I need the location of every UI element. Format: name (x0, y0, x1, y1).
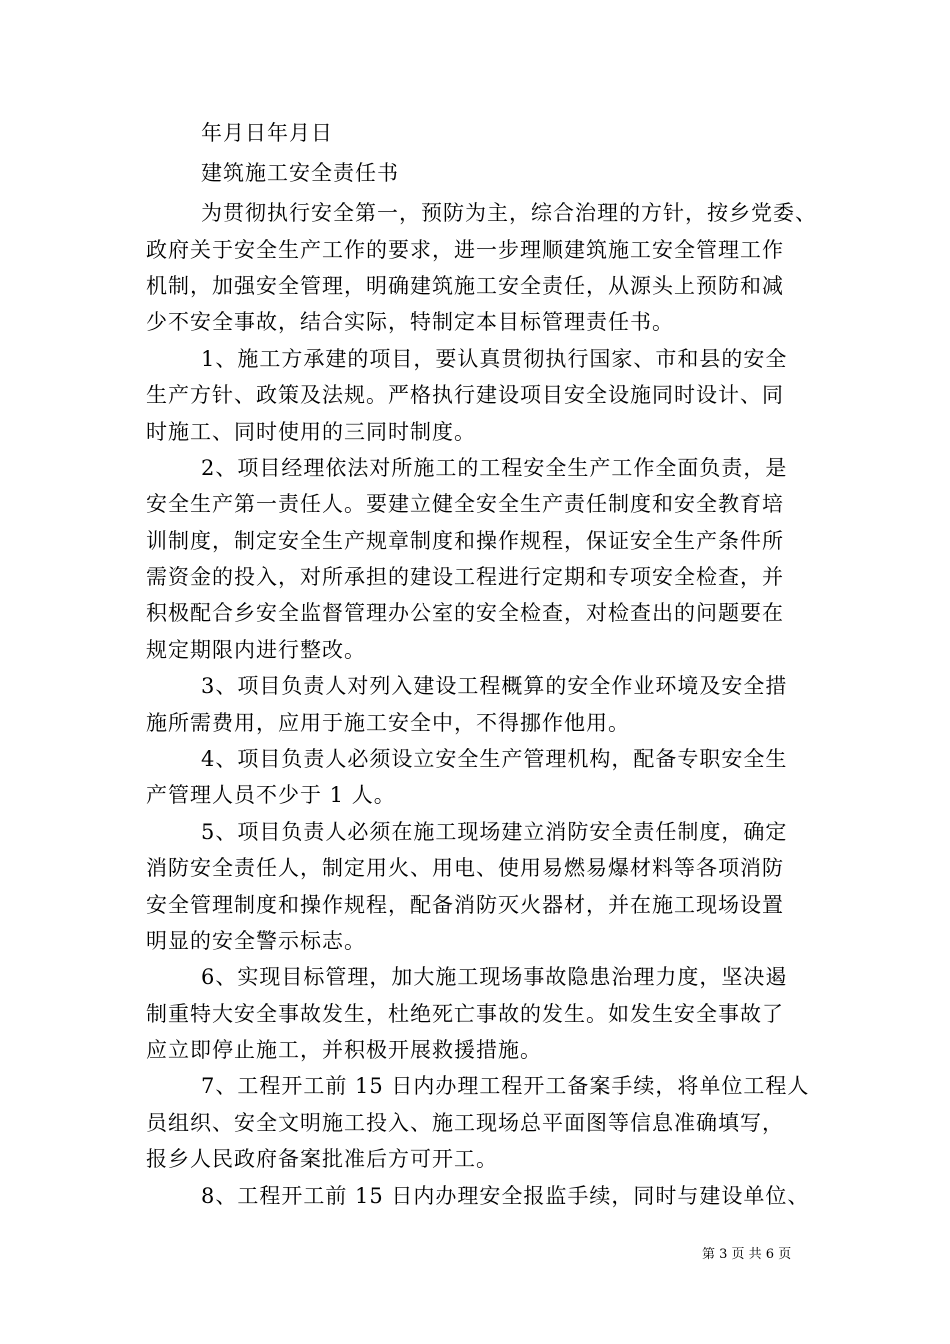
text-line: 时施工、同时使用的三同时制度。 (146, 420, 476, 444)
document-title: 建筑施工安全责任书 (201, 161, 399, 185)
text-line: 机制，加强安全管理，明确建筑施工安全责任，从源头上预防和减 (146, 274, 784, 298)
page-number: 第 3 页 共 6 页 (702, 1247, 792, 1262)
text-line: 生产方针、政策及法规。严格执行建设项目安全设施同时设计、同 (146, 383, 784, 407)
text-line: 安全管理制度和操作规程，配备消防灭火器材，并在施工现场设置 (146, 893, 784, 917)
text-line: 报乡人民政府备案批准后方可开工。 (146, 1147, 498, 1171)
text-line: 6、实现目标管理，加大施工现场事故隐患治理力度，坚决遏 (201, 965, 788, 989)
text-line: 3、项目负责人对列入建设工程概算的安全作业环境及安全措 (201, 674, 788, 698)
text-line: 为贯彻执行安全第一，预防为主，综合治理的方针，按乡党委、 (201, 201, 817, 225)
text-line: 少不安全事故，结合实际，特制定本目标管理责任书。 (146, 310, 674, 334)
text-line: 规定期限内进行整改。 (146, 638, 366, 662)
text-line: 施所需费用，应用于施工安全中，不得挪作他用。 (146, 711, 630, 735)
text-line: 7、工程开工前 15 日内办理工程开工备案手续，将单位工程人 (201, 1074, 810, 1098)
text-line: 明显的安全警示标志。 (146, 929, 366, 953)
text-line: 1、施工方承建的项目，要认真贯彻执行国家、市和县的安全 (201, 347, 788, 371)
text-line: 8、工程开工前 15 日内办理安全报监手续，同时与建设单位、 (201, 1184, 810, 1208)
text-line: 员组织、安全文明施工投入、施工现场总平面图等信息准确填写， (146, 1111, 784, 1135)
text-line: 2、项目经理依法对所施工的工程安全生产工作全面负责，是 (201, 456, 788, 480)
text-line: 政府关于安全生产工作的要求，进一步理顺建筑施工安全管理工作 (146, 238, 784, 262)
text-line: 积极配合乡安全监督管理办公室的安全检查，对检查出的问题要在 (146, 601, 784, 625)
date-line: 年月日年月日 (201, 121, 333, 145)
text-line: 制重特大安全事故发生，杜绝死亡事故的发生。如发生安全事故了 (146, 1002, 784, 1026)
text-line: 消防安全责任人，制定用火、用电、使用易燃易爆材料等各项消防 (146, 856, 784, 880)
text-line: 5、项目负责人必须在施工现场建立消防安全责任制度，确定 (201, 820, 788, 844)
text-line: 应立即停止施工，并积极开展救援措施。 (146, 1038, 542, 1062)
text-line: 安全生产第一责任人。要建立健全安全生产责任制度和安全教育培 (146, 492, 784, 516)
text-line: 4、项目负责人必须设立安全生产管理机构，配备专职安全生 (201, 747, 788, 771)
text-line: 产管理人员不少于 1 人。 (146, 783, 396, 807)
text-line: 训制度，制定安全生产规章制度和操作规程，保证安全生产条件所 (146, 529, 784, 553)
text-line: 需资金的投入，对所承担的建设工程进行定期和专项安全检查，并 (146, 565, 784, 589)
